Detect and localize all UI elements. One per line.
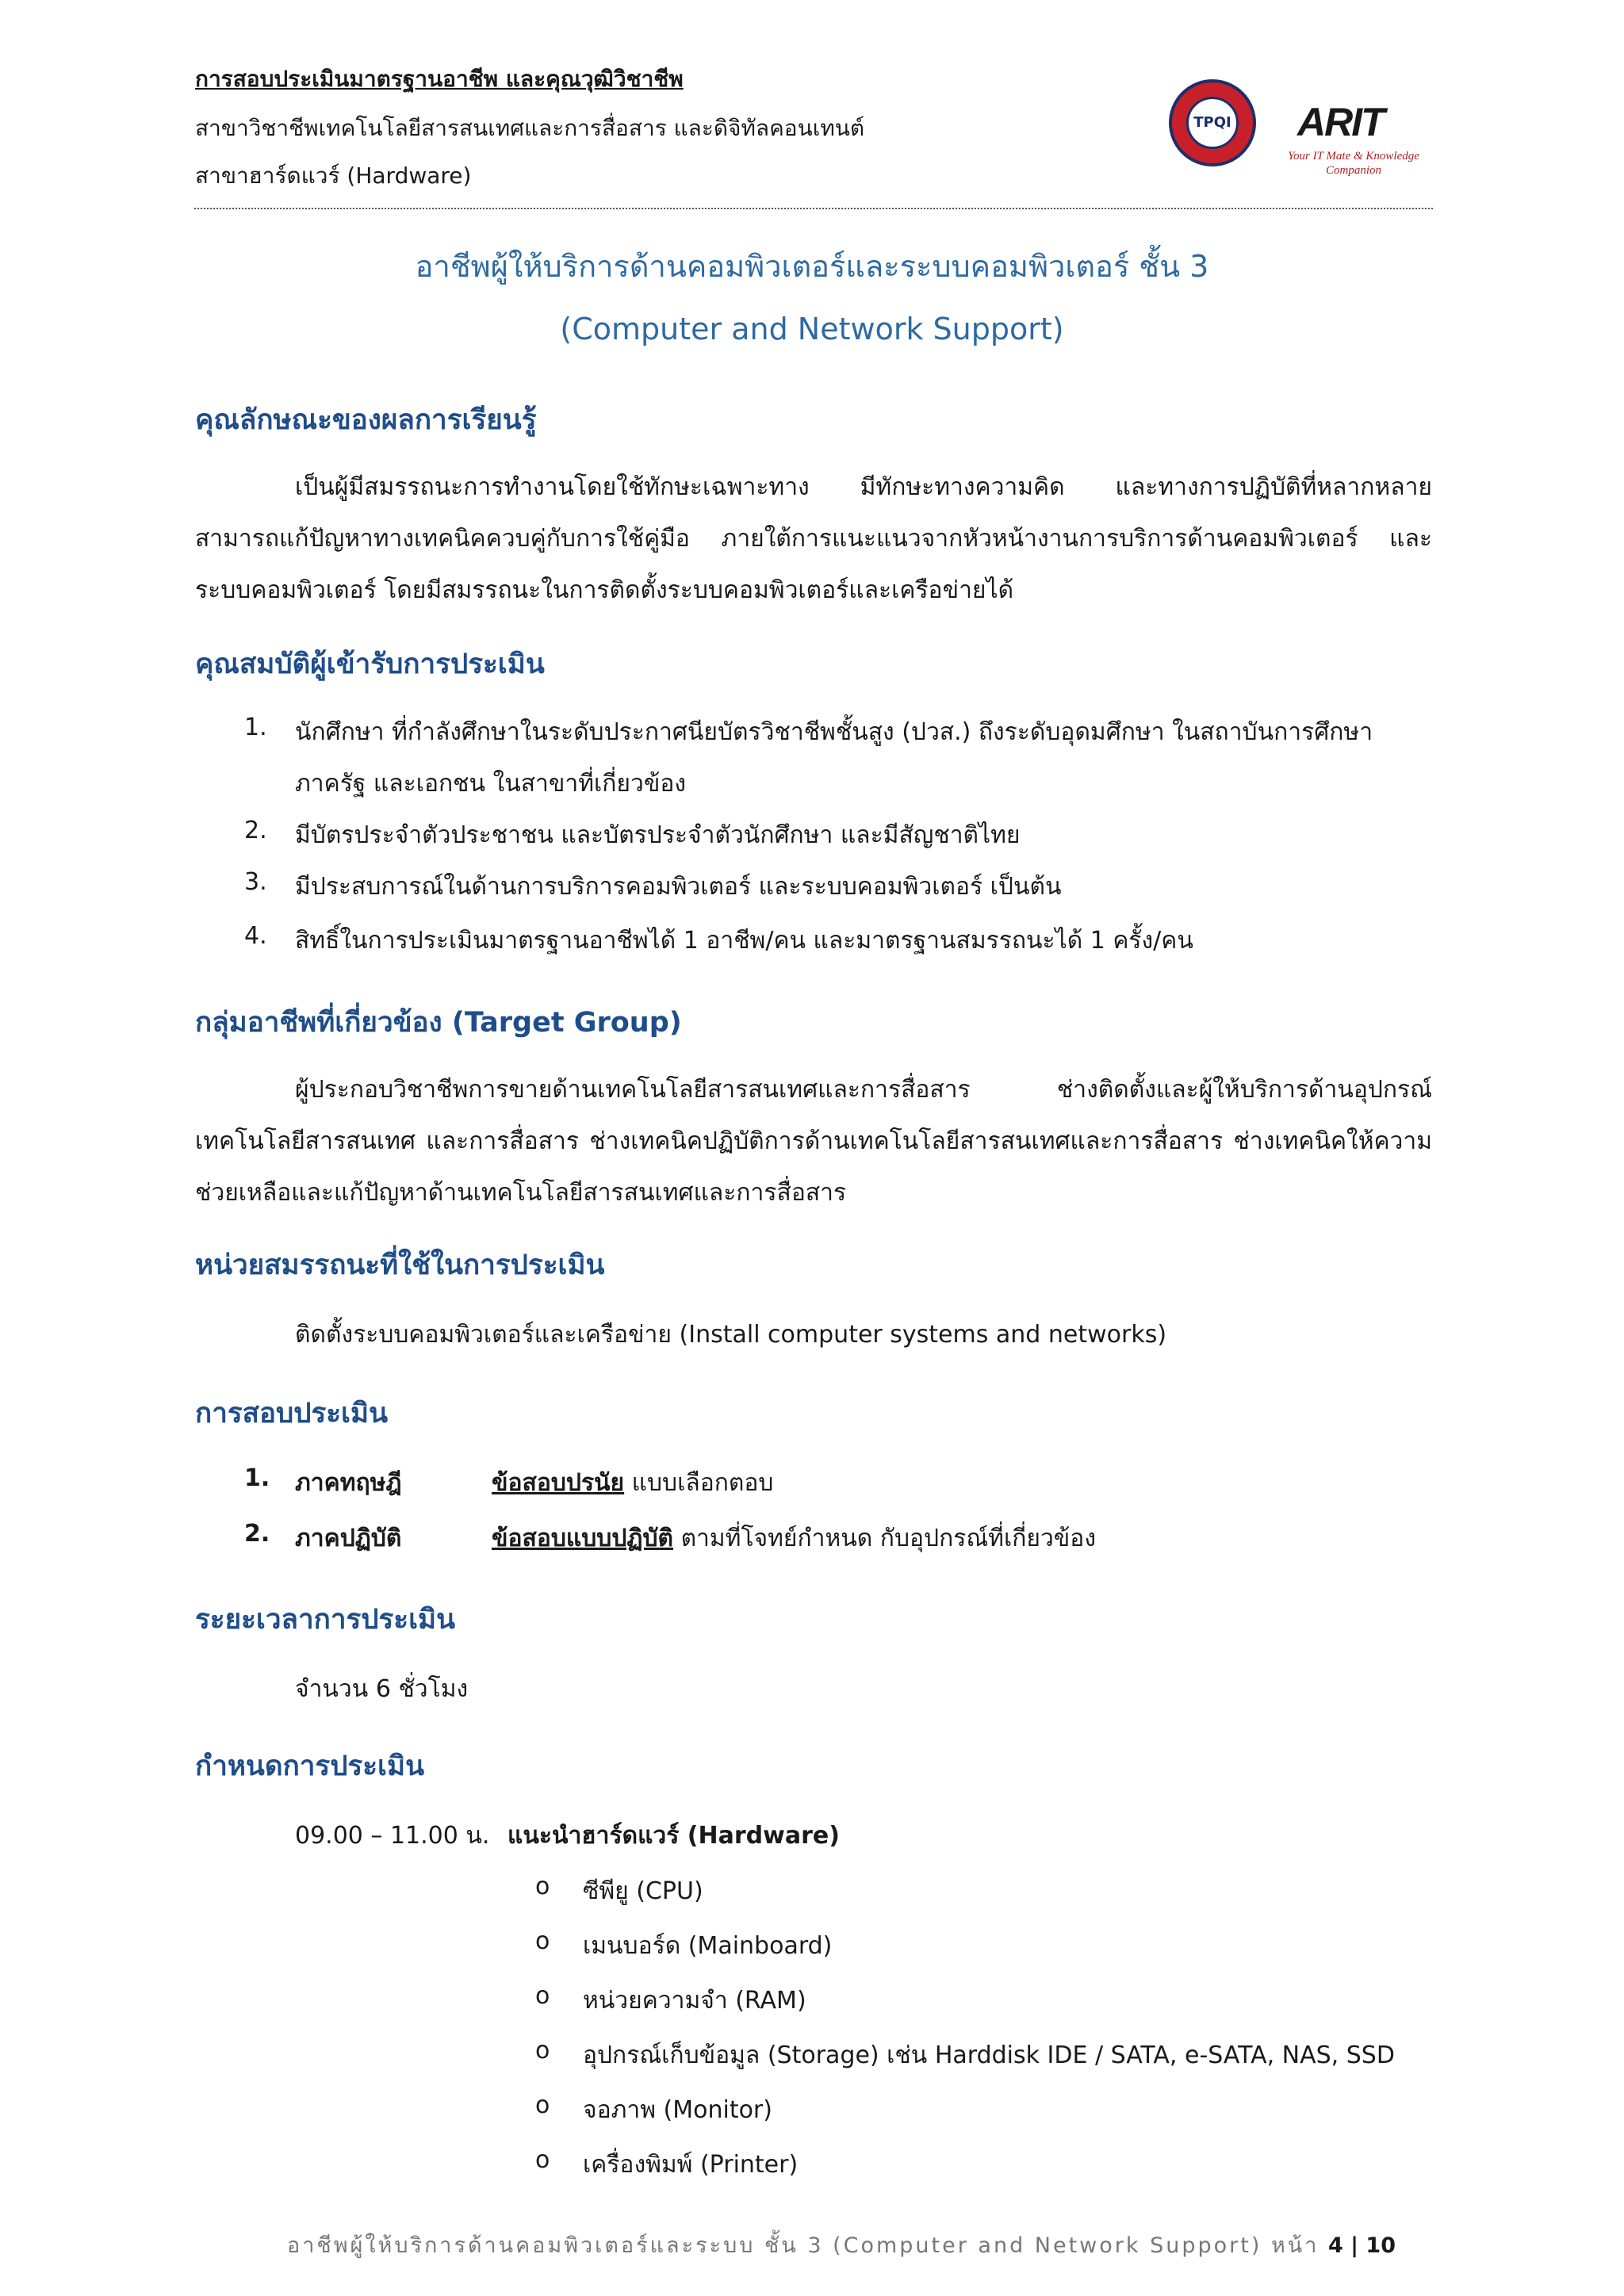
- footer-text: อาชีพผู้ให้บริการด้านคอมพิวเตอร์และระบบ ชั้น 3 (Computer and Network Support) หน้า: [287, 2233, 1320, 2258]
- learning-text: เป็นผู้มีสมรรถนะการทำงานโดยใช้ทักษะเฉพาะทาง มีทักษะทางความคิด และทางการปฏิบัติที่หลากหลาย สามารถแก้ปัญหาทางเทคนิคควบคู่กับการใช้คู่มือ ภายใต้การแนะแนวจากหัวหน้างานการบริการด้านคอมพิวเตอร์ และระบบคอมพิวเตอร์ โดยมีสมรรถนะในการติดตั้งระบบคอมพิวเตอร์และเครือข่ายได้: [195, 473, 1432, 604]
- section-heading-duration: ระยะเวลาการประเมิน: [195, 1604, 456, 1636]
- page-footer: [0, 2228, 1396, 2262]
- exam-practice-detail: [492, 1520, 1096, 1557]
- exam-part-practice: ภาคปฏิบัติ: [295, 1525, 402, 1552]
- section-heading-target: กลุ่มอาชีพที่เกี่ยวข้อง (Target Group): [195, 1007, 682, 1039]
- bullet-icon: o: [535, 2091, 550, 2119]
- schedule-item-printer: เครื่องพิมพ์ (Printer): [583, 2151, 799, 2179]
- section-heading-learning: คุณลักษณะของผลการเรียนรู้: [195, 404, 537, 436]
- bullet-icon: o: [535, 2037, 550, 2064]
- schedule-topic: แนะนำฮาร์ดแวร์ (Hardware): [508, 1822, 840, 1850]
- qual-number-2: 2.: [244, 817, 267, 844]
- page-number: 4 | 10: [1327, 2233, 1396, 2258]
- schedule-item-cpu: ซีพียู (CPU): [583, 1877, 703, 1905]
- section-heading-exam: การสอบประเมิน: [195, 1398, 389, 1429]
- schedule-item-mainboard: เมนบอร์ด (Mainboard): [583, 1932, 833, 1960]
- qual-item-1-cont: ภาครัฐ และเอกชน ในสาขาที่เกี่ยวข้อง: [295, 770, 687, 798]
- tpqi-logo: [1169, 79, 1256, 166]
- qual-number-4: 4.: [244, 922, 267, 950]
- page-title: อาชีพผู้ให้บริการด้านคอมพิวเตอร์และระบบคอมพิวเตอร์ ชั้น 3: [415, 249, 1209, 284]
- duration-text: จำนวน 6 ชั่วโมง: [295, 1675, 469, 1703]
- bullet-icon: o: [535, 1927, 550, 1955]
- arit-logo: ARIT: [1297, 100, 1384, 144]
- qual-item-1: นักศึกษา ที่กำลังศึกษาในระดับประกาศนียบัตรวิชาชีพชั้นสูง (ปวส.) ถึงระดับอุดมศึกษา ในสถาบันการศึกษา: [295, 718, 1373, 746]
- exam-number-2: 2.: [244, 1520, 270, 1548]
- bullet-icon: o: [535, 1873, 550, 1900]
- exam-number-1: 1.: [244, 1464, 270, 1492]
- header-divider: [194, 208, 1433, 209]
- learning-paragraph: [195, 461, 1432, 616]
- section-heading-units: หน่วยสมรรถนะที่ใช้ในการประเมิน: [195, 1249, 605, 1281]
- exam-theory-detail: [492, 1464, 773, 1502]
- target-text: ผู้ประกอบวิชาชีพการขายด้านเทคโนโลยีสารสนเทศและการสื่อสาร ช่างติดตั้งและผู้ให้บริการด้านอุปกรณ์เทคโนโลยีสารสนเทศ และการสื่อสาร ช่างเทคนิคปฏิบัติการด้านเทคโนโลยีสารสนเทศและการสื่อสาร ช่างเทคนิคให้ความช่วยเหลือและแก้ปัญหาด้านเทคโนโลยีสารสนเทศและการสื่อสาร: [195, 1076, 1432, 1207]
- bullet-icon: o: [535, 1982, 550, 2010]
- exam-theory-desc: แบบเลือกตอบ: [624, 1469, 774, 1497]
- section-heading-schedule: กำหนดการประเมิน: [195, 1751, 424, 1782]
- exam-theory-type: ข้อสอบปรนัย: [492, 1469, 625, 1497]
- exam-part-theory: ภาคทฤษฎี: [295, 1469, 402, 1497]
- header-branch: สาขาฮาร์ดแวร์ (Hardware): [195, 163, 472, 189]
- exam-practice-desc: ตามที่โจทย์กำหนด กับอุปกรณ์ที่เกี่ยวข้อง: [673, 1525, 1096, 1552]
- qual-number-1: 1.: [244, 714, 267, 741]
- section-heading-qualifications: คุณสมบัติผู้เข้ารับการประเมิน: [195, 649, 545, 680]
- qual-item-4: สิทธิ์ในการประเมินมาตรฐานอาชีพได้ 1 อาชีพ/คน และมาตรฐานสมรรถนะได้ 1 ครั้ง/คน: [295, 927, 1193, 955]
- arit-tagline: Your IT Mate & Knowledge Companion: [1288, 150, 1419, 177]
- schedule-item-ram: หน่วยความจำ (RAM): [583, 1987, 806, 2015]
- schedule-item-monitor: จอภาพ (Monitor): [583, 2096, 772, 2124]
- header-title: การสอบประเมินมาตรฐานอาชีพ และคุณวุฒิวิชาชีพ: [195, 66, 684, 92]
- header-subtitle: สาขาวิชาชีพเทคโนโลยีสารสนเทศและการสื่อสาร และดิจิทัลคอนเทนต์: [195, 115, 865, 141]
- qual-item-2: มีบัตรประจำตัวประชาชน และบัตรประจำตัวนักศึกษา และมีสัญชาติไทย: [295, 821, 1021, 849]
- page-subtitle: (Computer and Network Support): [560, 312, 1064, 346]
- schedule-item-storage: อุปกรณ์เก็บข้อมูล (Storage) เช่น Harddisk IDE / SATA, e-SATA, NAS, SSD: [583, 2042, 1395, 2069]
- exam-practice-type: ข้อสอบแบบปฏิบัติ: [492, 1525, 674, 1552]
- qual-item-3: มีประสบการณ์ในด้านการบริการคอมพิวเตอร์ และระบบคอมพิวเตอร์ เป็นต้น: [295, 873, 1062, 901]
- target-paragraph: [195, 1064, 1432, 1219]
- bullet-icon: o: [535, 2146, 550, 2174]
- units-text: ติดตั้งระบบคอมพิวเตอร์และเครือข่าย (Install computer systems and networks): [295, 1321, 1167, 1349]
- tpqi-logo-text: TPQI: [1186, 97, 1239, 149]
- qual-number-3: 3.: [244, 868, 267, 896]
- schedule-time: 09.00 – 11.00 น.: [295, 1822, 490, 1850]
